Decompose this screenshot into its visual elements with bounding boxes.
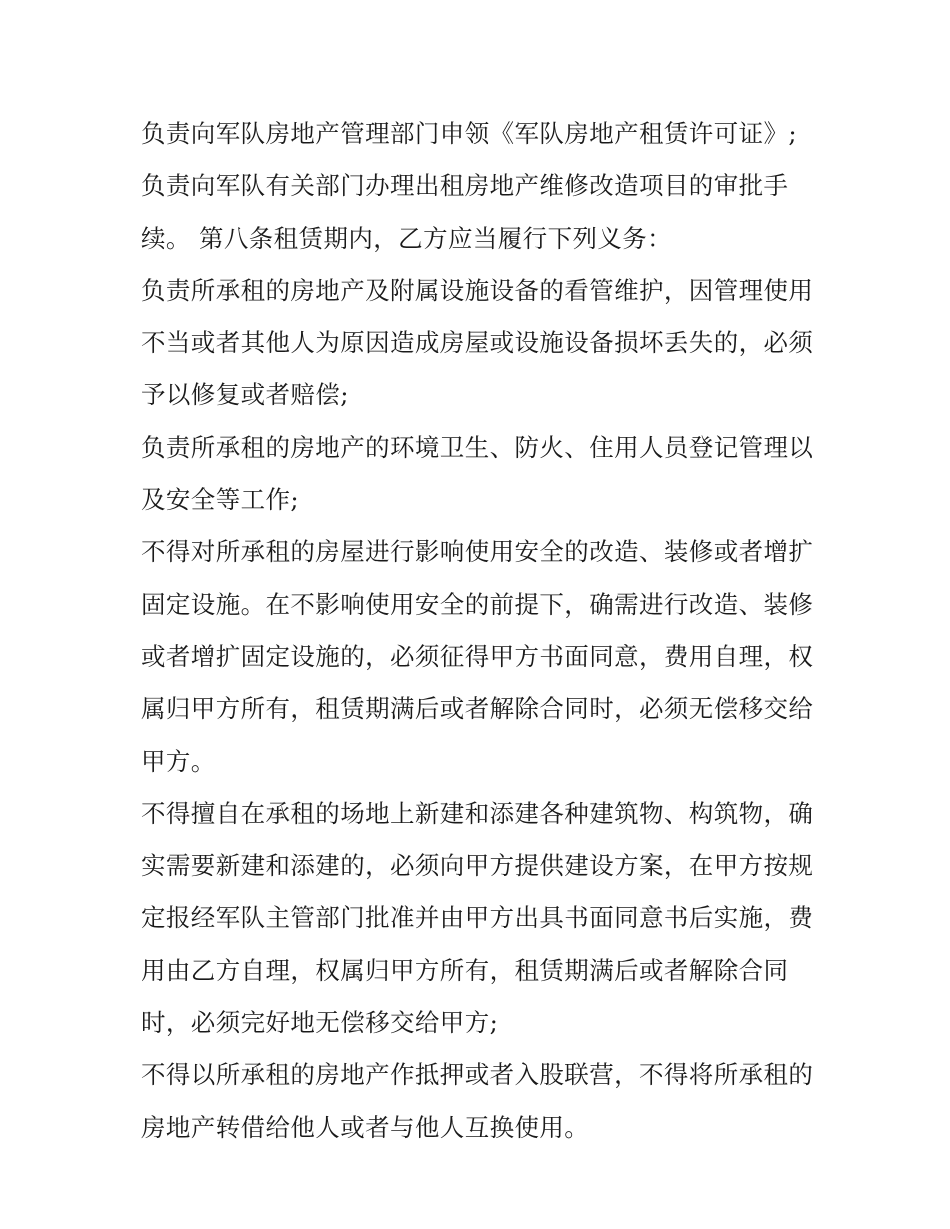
paragraph-2: 负责向军队有关部门办理出租房地产维修改造项目的审批手续。 第八条租赁期内，乙方应当履行下列义务： <box>141 171 789 253</box>
paragraph-3: 负责所承租的房地产及附属设施设备的看管维护，因管理使用不当或者其他人为原因造成房屋或设施设备损坏丢失的，必须予以修复或者赔偿; <box>141 275 814 410</box>
paragraph-7: 不得以所承租的房地产作抵押或者入股联营，不得将所承租的房地产转借给他人或者与他人互换使用。 <box>141 1060 814 1142</box>
paragraph-1: 负责向军队房地产管理部门申领《军队房地产租赁许可证》; <box>141 119 798 148</box>
paragraph-5: 不得对所承租的房屋进行影响使用安全的改造、装修或者增扩固定设施。在不影响使用安全的前提下，确需进行改造、装修或者增扩固定设施的，必须征得甲方书面同意，费用自理，权属归甲方所有，租赁期满后或者解除合同时，必须无偿移交给甲方。 <box>141 537 814 776</box>
document-body <box>141 108 821 1154</box>
paragraph-6: 不得擅自在承租的场地上新建和添建各种建筑物、构筑物，确实需要新建和添建的，必须向甲方提供建设方案，在甲方按规定报经军队主管部门批准并由甲方出具书面同意书后实施，费用由乙方自理，权属归甲方所有，租赁期满后或者解除合同时，必须完好地无偿移交给甲方; <box>141 798 814 1038</box>
paragraph-4: 负责所承租的房地产的环境卫生、防火、住用人员登记管理以及安全等工作; <box>141 432 814 515</box>
